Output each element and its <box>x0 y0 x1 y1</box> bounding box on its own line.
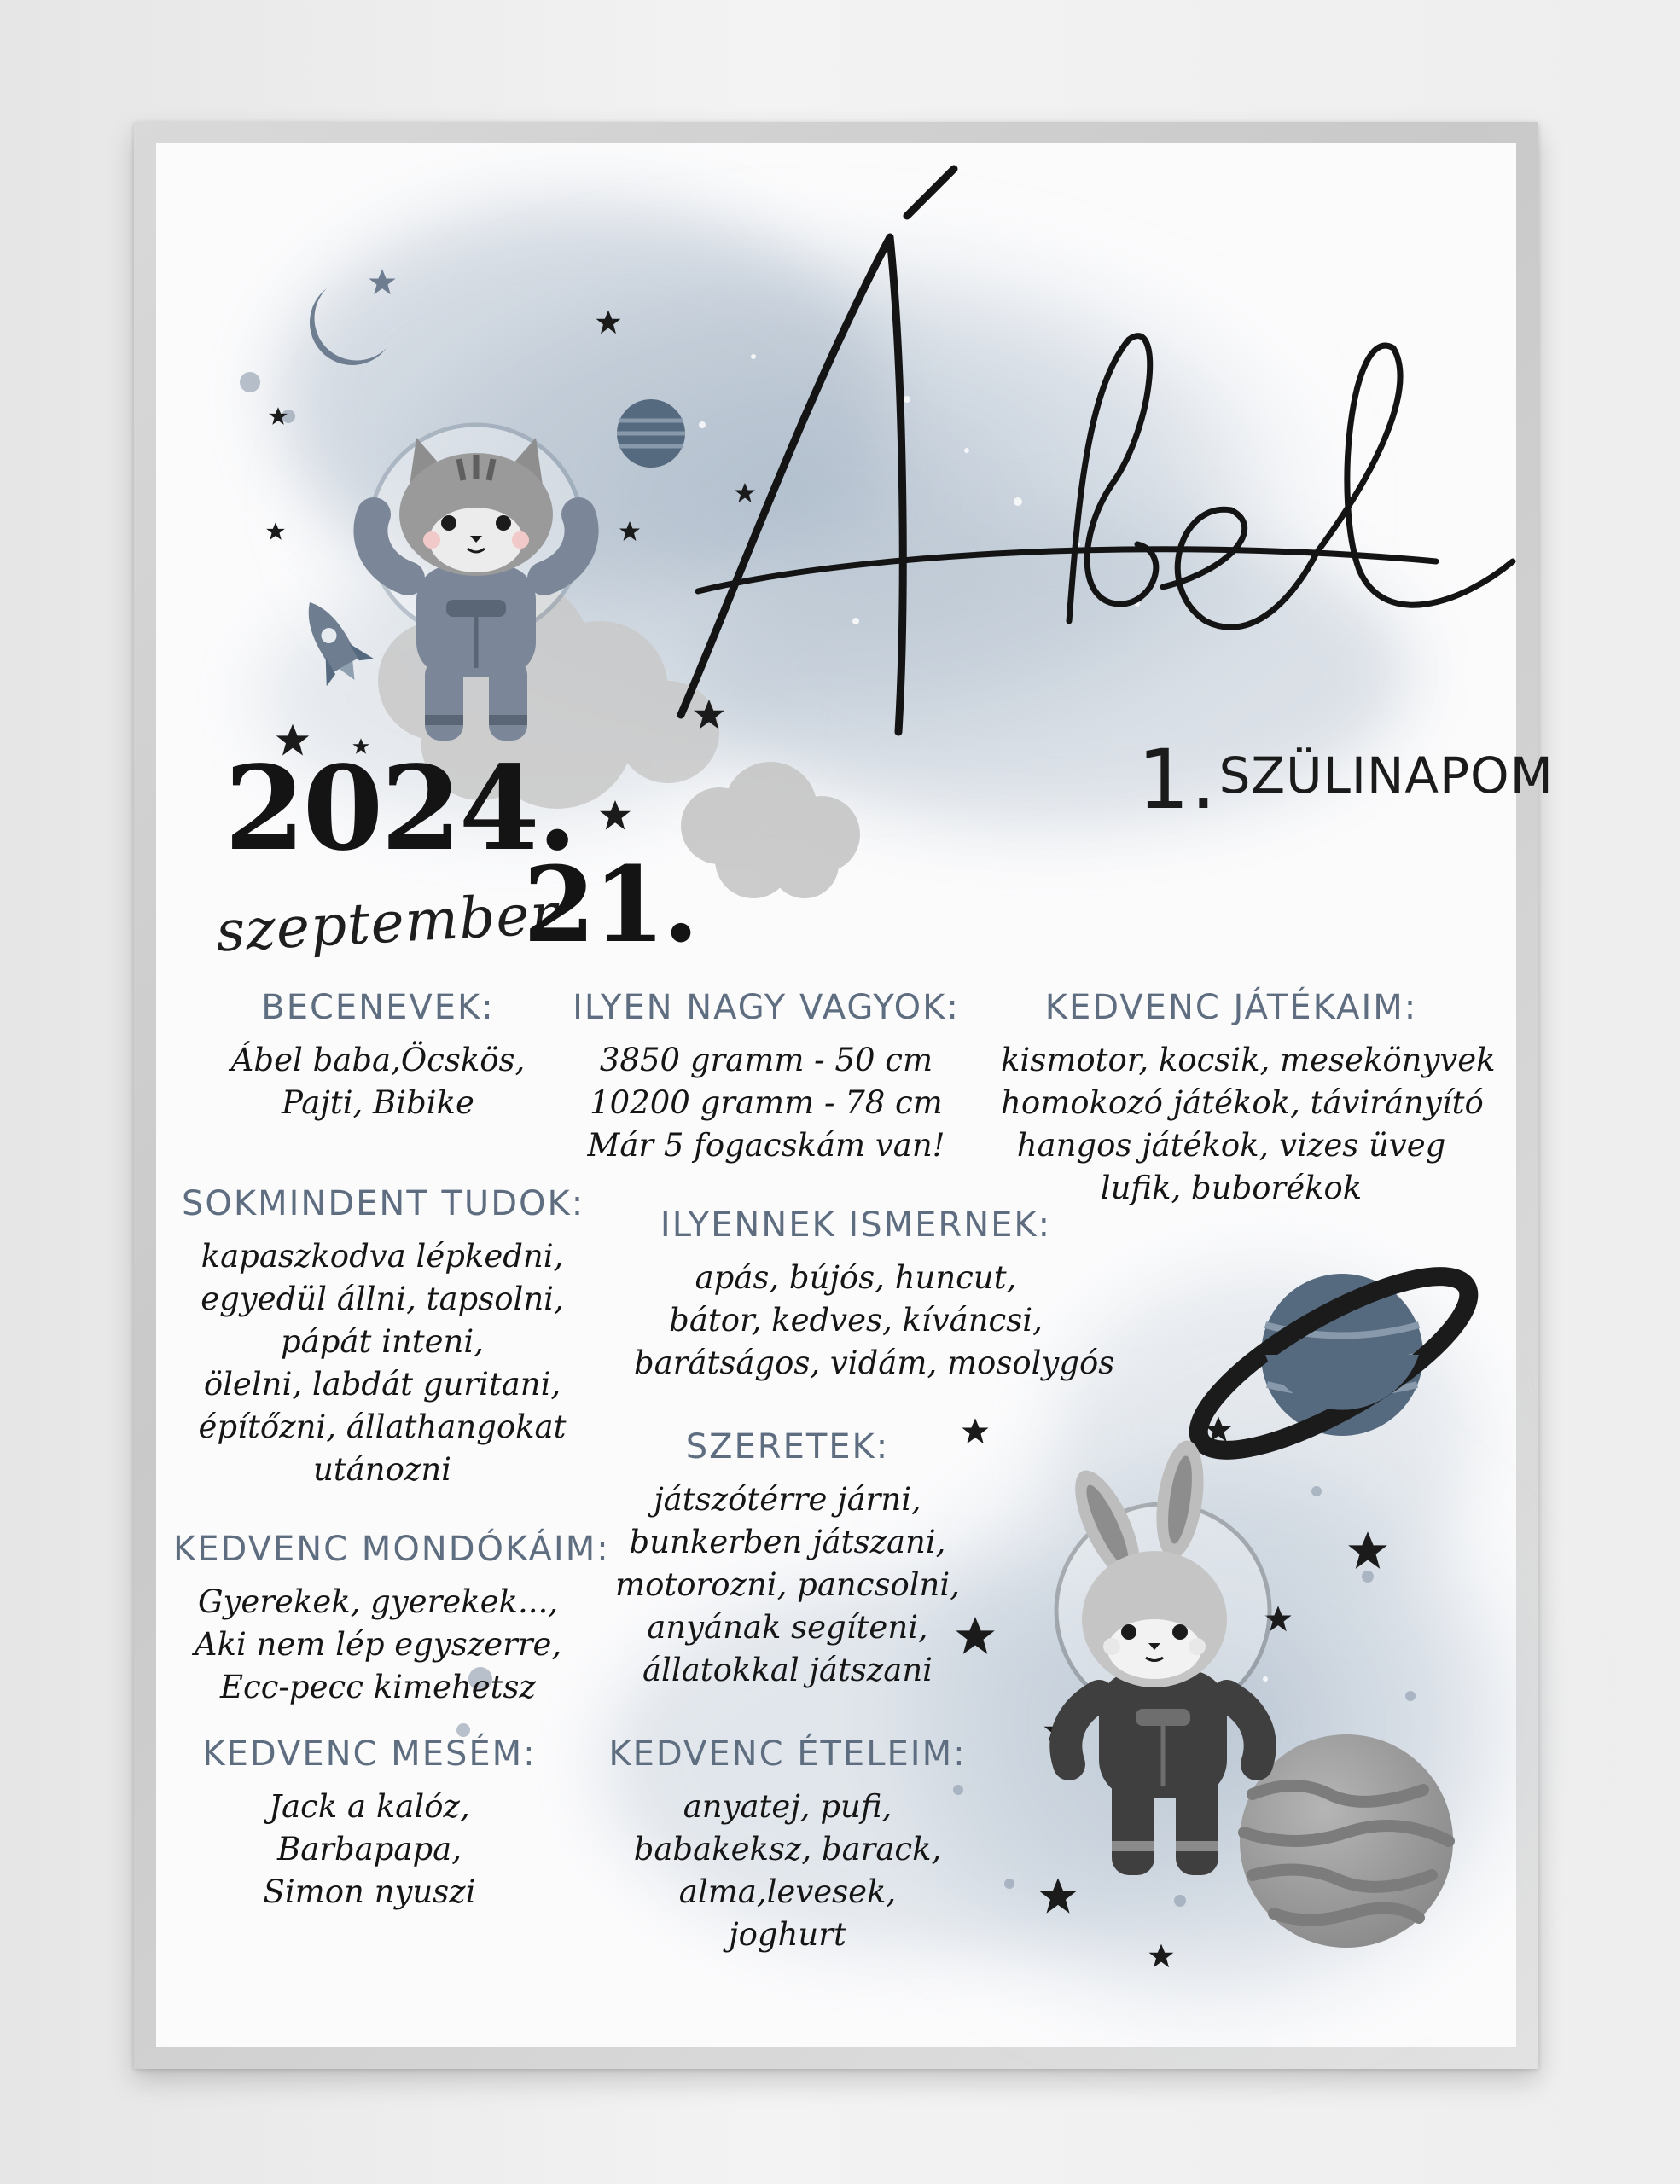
age-label: SZÜLINAPOM <box>1218 746 1554 804</box>
section-line: utánozni <box>312 1451 452 1488</box>
section-line: babakeksz, barack, <box>633 1831 942 1867</box>
section-title: KEDVENC ÉTELEIM: <box>608 1734 967 1774</box>
section-line: bátor, kedves, kíváncsi, <box>669 1302 1043 1339</box>
section-line: homokozó játékok, távirányító <box>1001 1084 1484 1121</box>
section-line: Pajti, Bibike <box>282 1084 474 1121</box>
section-kedvenc-jatekaim <box>1001 988 1496 1210</box>
section-line: apás, bújós, huncut, <box>695 1259 1017 1296</box>
section-line: Barbapapa, <box>277 1831 462 1867</box>
age-number: 1. <box>1137 732 1218 828</box>
section-title: KEDVENC MONDÓKÁIM: <box>173 1530 610 1569</box>
section-line: Aki nem lép egyszerre, <box>194 1626 562 1663</box>
section-line: barátságos, vidám, mosolygós <box>634 1345 1115 1381</box>
birth-day: 21. <box>523 843 697 966</box>
section-title: ILYEN NAGY VAGYOK: <box>573 988 960 1027</box>
section-sokmindent-tudok <box>182 1184 583 1491</box>
section-szeretek <box>600 1427 975 1692</box>
section-title: SOKMINDENT TUDOK: <box>182 1184 585 1223</box>
section-line: alma,levesek, <box>678 1873 897 1910</box>
birth-year: 2024. <box>224 741 575 877</box>
section-line: anyának segíteni, <box>647 1609 928 1646</box>
section-line: építőzni, állathangokat <box>198 1409 567 1445</box>
section-line: 10200 gramm - 78 cm <box>590 1084 943 1121</box>
section-title: SZERETEK: <box>685 1427 890 1467</box>
section-becenevek <box>199 988 557 1124</box>
section-line: ölelni, labdát guritani, <box>203 1366 561 1403</box>
section-line: hangos játékok, vizes üveg <box>1016 1127 1446 1164</box>
section-kedvenc-eteleim <box>600 1734 975 1956</box>
section-line: Gyerekek, gyerekek..., <box>197 1583 559 1620</box>
section-line: állatokkal játszani <box>642 1652 933 1688</box>
section-line: Ecc-pecc kimehetsz <box>219 1669 537 1705</box>
section-line: joghurt <box>729 1916 846 1953</box>
section-line: anyatej, pufi, <box>683 1788 892 1825</box>
section-line: bunkerben játszani, <box>629 1524 946 1560</box>
section-line: Simon nyuszi <box>263 1873 476 1910</box>
section-ilyennek-ismernek <box>634 1205 1115 1385</box>
section-line: 3850 gramm - 50 cm <box>599 1042 933 1078</box>
section-title: KEDVENC MESÉM: <box>202 1734 537 1774</box>
section-line: kismotor, kocsik, mesekönyvek <box>1001 1042 1496 1078</box>
birth-month: szeptember <box>214 880 560 965</box>
section-ilyen-nagy-vagyok <box>570 988 962 1167</box>
section-line: Jack a kalóz, <box>269 1788 470 1825</box>
section-line: lufik, buborékok <box>1100 1170 1363 1206</box>
poster <box>156 143 1554 2048</box>
section-line: egyedül állni, tapsolni, <box>201 1281 564 1317</box>
section-line: Ábel baba,Öcskös, <box>230 1042 526 1078</box>
section-title: BECENEVEK: <box>261 988 495 1027</box>
section-line: motorozni, pancsolni, <box>615 1566 960 1603</box>
section-line: kapaszkodva lépkedni, <box>201 1238 564 1275</box>
birthday-label <box>1137 732 1554 828</box>
section-line: játszótérre járni, <box>654 1481 921 1518</box>
section-line: Már 5 fogacskám van! <box>587 1127 945 1164</box>
section-title: KEDVENC JÁTÉKAIM: <box>1044 988 1418 1027</box>
section-title: ILYENNEK ISMERNEK: <box>660 1205 1052 1245</box>
section-kedvenc-mesem <box>190 1734 549 1914</box>
section-line: pápát inteni, <box>281 1323 484 1360</box>
section-kedvenc-mondokaim <box>173 1530 610 1709</box>
